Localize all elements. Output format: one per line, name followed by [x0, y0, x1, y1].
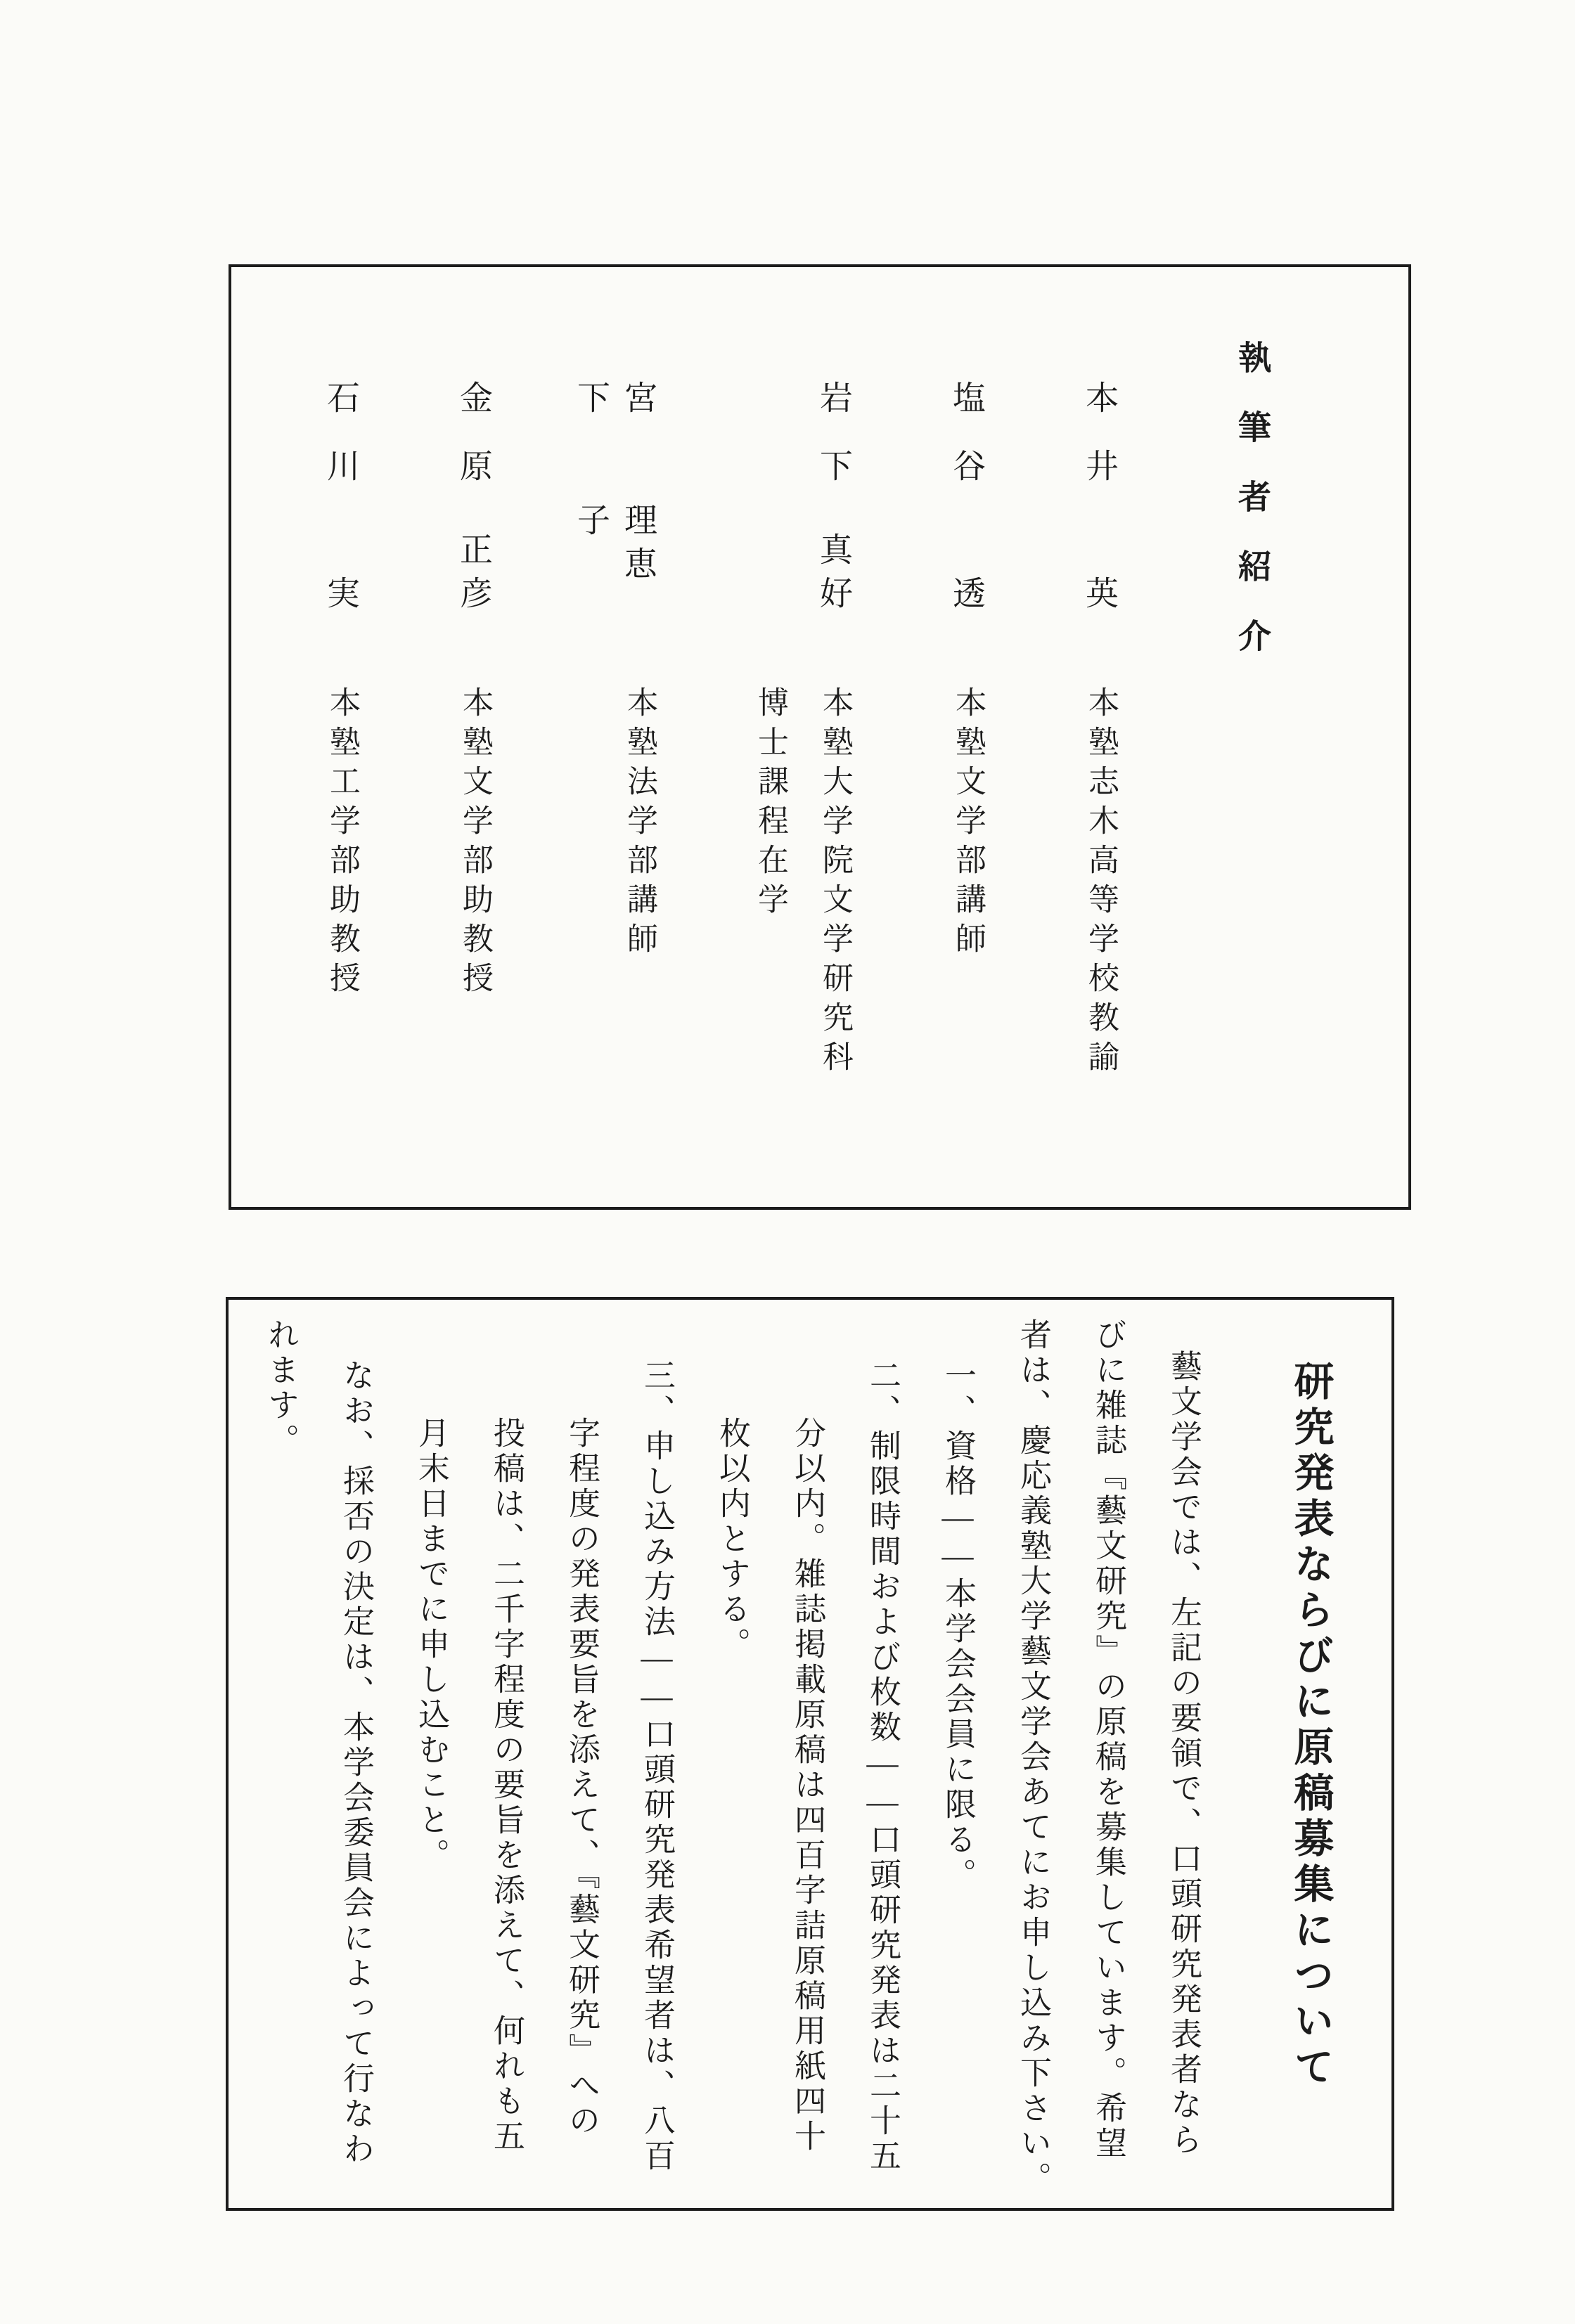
author-surname: 塩谷 — [948, 380, 984, 517]
author-affiliation: 本塾法学部講師 — [622, 686, 657, 962]
author-given-name: 実 — [322, 576, 359, 619]
author-affiliation: 博士課程在学 — [753, 686, 788, 922]
author-name — [943, 380, 990, 619]
author-affiliations — [747, 686, 857, 1080]
notice-box — [226, 1297, 1394, 2211]
author-affiliation: 本塾工学部助教授 — [325, 686, 359, 1001]
notice-item-line: 字程度の発表要旨を添えて、『藝文研究』への — [564, 1416, 599, 2139]
author-name — [317, 380, 364, 619]
notice-box-content — [229, 1300, 1429, 2208]
author-affiliations — [450, 686, 497, 1001]
notice-closing-line: なお、採否の決定は、本学会委員会によって行なわ — [338, 1359, 373, 2167]
notice-closing-line: れます。 — [263, 1318, 298, 1459]
author-name — [450, 380, 497, 619]
author-entry — [317, 267, 364, 1207]
author-given-name: 正彦 — [455, 532, 491, 619]
author-entry — [943, 267, 990, 1207]
notice-item-line: 投稿は、二千字程度の要旨を添えて、何れも五 — [489, 1416, 524, 2155]
author-affiliation: 本塾大学院文学研究科 — [818, 686, 852, 1080]
author-surname: 本井 — [1081, 380, 1117, 517]
authors-box-content — [231, 267, 1443, 1207]
author-affiliations — [317, 686, 364, 1001]
author-entry — [747, 267, 857, 1207]
author-given-name: 真好 — [815, 532, 851, 619]
author-affiliations — [1076, 686, 1123, 1080]
author-given-name: 理恵子 — [572, 502, 656, 590]
author-surname: 石川 — [322, 380, 359, 517]
authors-box — [229, 264, 1411, 1210]
author-given-name: 英 — [1081, 576, 1117, 619]
author-surname: 金原 — [455, 380, 491, 517]
author-affiliation: 本塾文学部講師 — [951, 686, 985, 962]
notice-intro-line: 藝文学会では、左記の要領で、口頭研究発表者なら — [1166, 1350, 1201, 2158]
author-affiliation: 本塾文学部助教授 — [458, 686, 492, 1001]
notice-item-line: 一、資格——本学会会員に限る。 — [940, 1359, 975, 1893]
author-affiliation: 本塾志木高等学校教諭 — [1084, 686, 1118, 1080]
notice-item-line: 三、申し込み方法——口頭研究発表希望者は、八百 — [639, 1359, 674, 2174]
author-entry — [1076, 267, 1123, 1207]
author-affiliations — [943, 686, 990, 962]
notice-intro-line: びに雑誌『藝文研究』の原稿を募集しています。希望 — [1091, 1318, 1126, 2162]
author-surname: 岩下 — [815, 380, 851, 517]
author-entry — [450, 267, 497, 1207]
author-given-name: 透 — [948, 576, 984, 619]
author-name — [567, 380, 662, 619]
authors-box-title: 執筆者紹介 — [1233, 340, 1270, 688]
notice-item-line: 二、制限時間および枚数——口頭研究発表は二十五 — [865, 1359, 900, 2174]
author-name — [747, 380, 857, 619]
author-affiliations — [567, 686, 662, 962]
notice-item-line: 月末日までに申し込むこと。 — [413, 1416, 449, 1873]
author-name — [1076, 380, 1123, 619]
author-surname: 宮下 — [572, 380, 656, 448]
notice-item-line: 分以内。雑誌掲載原稿は四百字詰原稿用紙四十 — [790, 1416, 825, 2155]
author-entry — [567, 267, 662, 1207]
notice-title: 研究発表ならびに原稿募集について — [1288, 1360, 1332, 2091]
notice-item-line: 枚以内とする。 — [714, 1416, 750, 1663]
notice-intro-line: 者は、慶応義塾大学藝文学会あてにお申し込み下さい。 — [1015, 1318, 1050, 2197]
